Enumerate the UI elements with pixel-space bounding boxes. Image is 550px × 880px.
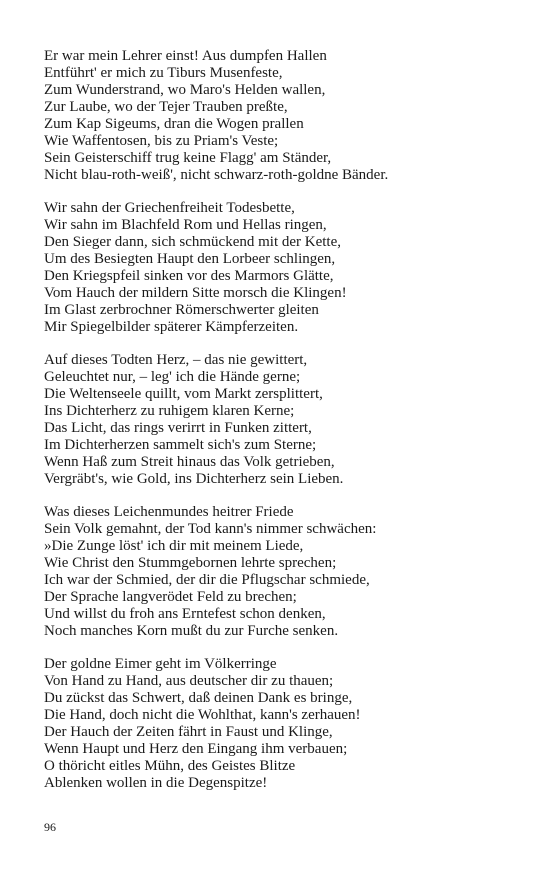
poem-line: Geleuchtet nur, – leg' ich die Hände gerne; — [44, 369, 301, 385]
poem-line: Um des Besiegten Haupt den Lorbeer schlingen, — [44, 251, 336, 267]
stanza-4 — [44, 504, 524, 640]
poem-line: Der Hauch der Zeiten fährt in Faust und Klinge, — [44, 724, 333, 740]
poem-line: Wenn Haß zum Streit hinaus das Volk getrieben, — [44, 454, 335, 470]
poem-text — [44, 48, 524, 808]
poem-line: Ins Dichterherz zu ruhigem klaren Kerne; — [44, 403, 295, 419]
poem-line: Entführt' er mich zu Tiburs Musenfeste, — [44, 65, 283, 81]
poem-line: Was dieses Leichenmundes heitrer Friede — [44, 504, 294, 520]
poem-line: Zur Laube, wo der Tejer Trauben preßte, — [44, 99, 288, 115]
page-number: 96 — [44, 820, 56, 834]
stanza-1 — [44, 48, 524, 184]
poem-line: Er war mein Lehrer einst! Aus dumpfen Hallen — [44, 48, 327, 64]
poem-line: Der Sprache langverödet Feld zu brechen; — [44, 589, 297, 605]
poem-line: Mir Spiegelbilder späterer Kämpferzeiten. — [44, 319, 299, 335]
poem-line: Wir sahn der Griechenfreiheit Todesbette, — [44, 200, 295, 216]
poem-line: Die Hand, doch nicht die Wohlthat, kann's zerhauen! — [44, 707, 361, 723]
poem-line: O thöricht eitles Mühn, des Geistes Blitze — [44, 758, 296, 774]
poem-line: Wenn Haupt und Herz den Eingang ihm verbauen; — [44, 741, 348, 757]
poem-line: Sein Volk gemahnt, der Tod kann's nimmer schwächen: — [44, 521, 377, 537]
poem-line: Nicht blau-roth-weiß', nicht schwarz-roth-goldne Bänder. — [44, 167, 389, 183]
poem-line: Vergräbt's, wie Gold, ins Dichterherz sein Lieben. — [44, 471, 344, 487]
poem-line: Und willst du froh ans Erntefest schon denken, — [44, 606, 326, 622]
poem-line: Der goldne Eimer geht im Völkerringe — [44, 656, 277, 672]
poem-line: Auf dieses Todten Herz, – das nie gewittert, — [44, 352, 308, 368]
poem-line: Ich war der Schmied, der dir die Pflugschar schmiede, — [44, 572, 370, 588]
poem-line: Zum Kap Sigeums, dran die Wogen prallen — [44, 116, 304, 132]
poem-line: Zum Wunderstrand, wo Maro's Helden wallen, — [44, 82, 326, 98]
poem-line: Du zückst das Schwert, daß deinen Dank es bringe, — [44, 690, 353, 706]
poem-line: Den Kriegspfeil sinken vor des Marmors Glätte, — [44, 268, 334, 284]
poem-line: Wie Waffentosen, bis zu Priam's Veste; — [44, 133, 279, 149]
poem-line: Wir sahn im Blachfeld Rom und Hellas ringen, — [44, 217, 327, 233]
stanza-3 — [44, 352, 524, 488]
stanza-5 — [44, 656, 524, 792]
poem-line: Das Licht, das rings verirrt in Funken zittert, — [44, 420, 312, 436]
poem-line: Den Sieger dann, sich schmückend mit der Kette, — [44, 234, 341, 250]
poem-line: Die Weltenseele quillt, vom Markt zersplittert, — [44, 386, 323, 402]
poem-line: Wie Christ den Stummgebornen lehrte sprechen; — [44, 555, 337, 571]
poem-line: Von Hand zu Hand, aus deutscher dir zu thauen; — [44, 673, 334, 689]
poem-line: Sein Geisterschiff trug keine Flagg' am Ständer, — [44, 150, 332, 166]
poem-line: Vom Hauch der mildern Sitte morsch die Klingen! — [44, 285, 347, 301]
poem-line: Im Dichterherzen sammelt sich's zum Sterne; — [44, 437, 317, 453]
poem-line: »Die Zunge löst' ich dir mit meinem Liede, — [44, 538, 304, 554]
poem-line: Ablenken wollen in die Degenspitze! — [44, 775, 268, 791]
poem-line: Im Glast zerbrochner Römerschwerter gleiten — [44, 302, 319, 318]
poem-line: Noch manches Korn mußt du zur Furche senken. — [44, 623, 339, 639]
stanza-2 — [44, 200, 524, 336]
